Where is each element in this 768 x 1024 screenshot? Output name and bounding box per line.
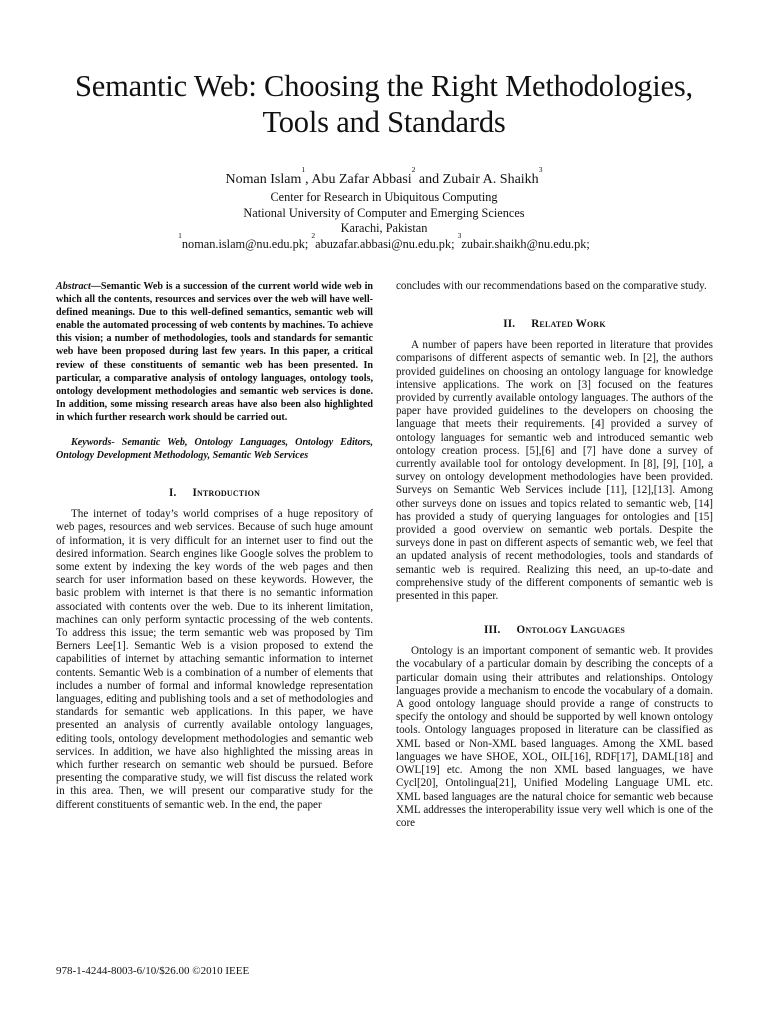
right-column	[396, 280, 713, 830]
abstract-label: Abstract	[56, 281, 91, 292]
author-name: Noman Islam	[225, 172, 302, 187]
abstract	[56, 280, 373, 424]
affiliation-line: Center for Research in Ubiquitous Computing	[270, 190, 498, 204]
author-name: Zubair A. Shaikh	[442, 172, 539, 187]
affiliation-block	[40, 190, 728, 252]
section-heading-ontology-languages	[396, 623, 713, 637]
author-email: abuzafar.abbasi@nu.edu.pk;	[315, 236, 458, 251]
section-title: Related Work	[531, 318, 606, 331]
email-line	[40, 230, 728, 253]
title-line-2: Tools and Standards	[262, 105, 506, 139]
author-affil-marker: 3	[538, 165, 543, 174]
section-number: III.	[483, 624, 501, 637]
section-heading-related-work	[396, 317, 713, 331]
section-number: II.	[503, 318, 516, 331]
copyright-footer: 978-1-4244-8003-6/10/$26.00 ©2010 IEEE	[56, 965, 250, 977]
email-marker: 2	[311, 230, 316, 240]
author-affil-marker: 1	[301, 165, 306, 174]
author-name: Abu Zafar Abbasi	[311, 172, 412, 187]
paper-title	[40, 68, 728, 140]
author-email: noman.islam@nu.edu.pk;	[181, 236, 312, 251]
affiliation-line: National University of Computer and Emerging Sciences	[243, 205, 525, 220]
email-marker: 3	[457, 230, 462, 240]
section-number: I.	[168, 487, 177, 500]
email-marker: 1	[178, 230, 182, 240]
related-work-paragraph: A number of papers have been reported in literature that provides comparisons of different aspects of semantic web. In [2], the authors provided guidelines on choosing an ontology language for knowledge intensive applications. The work on [3] focused on the features provided by currently available ontology languages. The authors of the paper have provided guidelines to the developers on choosing the language that meets their requirements. [4] provided a survey of ontology languages for semantic web and introduced semantic web ontology creation process. [5],[6] and [7] have done a survey of currently available tool for ontology development. In [8], [9], [10], a survey on ontology development methodologies have been provided. Surveys on Semantic Web Services include [11], [12],[13]. Among other surveys done on issues and topics related to semantic web, [14] has provided a study of querying languages for ontologies and [15] provided a good overview on semantic web portals. Despite the surveys done in past on different aspects of semantic web, we feel that an updated analysis of recent methodologies, tools and standards of semantic web is required. Realizing this need, an up-to-date and comprehensive study of the different components of semantic web is presented in this paper.	[396, 339, 713, 603]
author-separator: and	[415, 172, 443, 187]
author-affil-marker: 2	[411, 165, 416, 174]
author-separator: ,	[305, 172, 312, 187]
section-title: Introduction	[192, 487, 261, 500]
introduction-continued: concludes with our recommendations based on the comparative study.	[396, 280, 707, 292]
introduction-paragraph: The internet of today’s world comprises of a huge repository of web pages, resources and web services. Because of such huge amount of information, it is very difficult for an internet user to find out the desired information. Search engines like Google solves the problem to some extent by indexing the key words of the web pages and then search for user information based on these keywords. However, the basic problem with internet is that there is no semantic information associated with contents over the web. Due to its inherent limitation, machines can only perform syntactic processing of the web contents. To address this issue; the term semantic web was proposed by Tim Berners Lee[1]. Semantic Web is a vision proposed to extend the capabilities of internet by attaching semantic information to internet contents. Semantic Web is a combination of a number of elements that includes a number of formal and informal knowledge representation languages, editing and publishing tools and a set of methodologies and standards for semantic web applications. In this paper, we have presented an analysis of currently available ontology languages, editing tools, ontology development methodologies and semantic web services. In addition, we have also highlighted the missing areas in which further research on semantic web should be pursued. Before presenting the comparative study, we will fist discuss the related work in this area. Then, we will present our comparative study for the different constituents of semantic web. In the end, the paper	[56, 508, 373, 811]
ontology-languages-paragraph: Ontology is an important component of semantic web. It provides the vocabulary of a particular domain by describing the concepts of a particular domain using their attributes and relationships. Ontology languages provide a mechanism to encode the vocabulary of a domain. A good ontology language should provide a range of constructs to specify the ontology and should be supported by well known ontology tools. Ontology languages proposed in literature can be classified as XML based or Non-XML based languages. Among the XML based languages we have SHOE, XOL, OIL[16], RDF[17], DAML[18] and OWL[19] etc. Among the non XML based languages, we have Cycl[20], Ontolingua[21], Unified Modeling Language UML etc. XML based languages are the natural choice for semantic web because XML addresses the interoperability issue very well which is one of the core	[396, 645, 713, 829]
section-heading-introduction	[56, 486, 373, 500]
affiliation-line: Karachi, Pakistan	[340, 221, 428, 235]
title-line-1: Semantic Web: Choosing the Right Methodologies,	[75, 69, 693, 103]
abstract-text: —Semantic Web is a succession of the current world wide web in which all the contents, resources and services over the web will have well-defined meanings. Due to this well-defined semantics, semantic web will enable the automated processing of web contents by machines. To achieve this vision; a number of methodologies, tools and standards for semantic web have been proposed during last few years. In this paper, a critical review of these constituents of semantic web has been presented. In particular, a comparative analysis of ontology languages, ontology tools, ontology development methodologies and semantic web services is done. In addition, some missing research areas have also been also highlighted in which further research work should be carried out.	[56, 281, 373, 423]
keywords: Keywords- Semantic Web, Ontology Languages, Ontology Editors, Ontology Development Methodology, Semantic Web Services	[56, 437, 373, 462]
author-list	[40, 165, 728, 188]
author-email: zubair.shaikh@nu.edu.pk;	[461, 236, 590, 251]
left-column	[56, 280, 373, 812]
section-title: Ontology Languages	[516, 624, 626, 637]
